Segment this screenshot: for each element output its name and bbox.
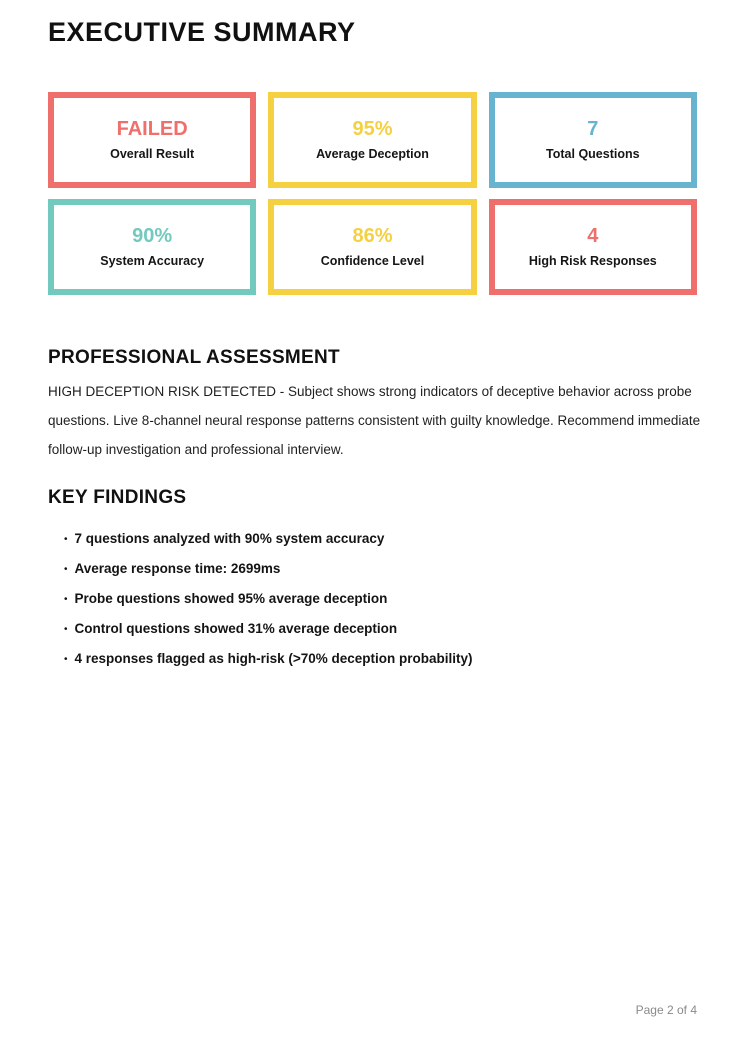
metric-label: Total Questions xyxy=(546,147,640,161)
assessment-body-text: HIGH DECEPTION RISK DETECTED - Subject shows strong indicators of deceptive behavior across probe questions. Live 8-channel neural response patterns consistent with guilty knowledge. Recommend immediate follow-up investigation and professional interview. xyxy=(48,384,701,457)
summary-cards xyxy=(48,92,697,295)
finding-item xyxy=(48,644,697,674)
finding-item xyxy=(48,584,697,614)
finding-item xyxy=(48,614,697,644)
metric-value: 90% xyxy=(132,225,173,247)
findings-heading: KEY FINDINGS xyxy=(48,487,187,508)
finding-text: Control questions showed 31% average deception xyxy=(74,621,398,636)
assessment-section xyxy=(48,347,701,464)
bullet-icon: • xyxy=(64,564,68,575)
metric-label: Average Deception xyxy=(316,147,429,161)
metric-card-confidence-level xyxy=(268,199,476,295)
bullet-icon: • xyxy=(64,594,68,605)
finding-item xyxy=(48,554,697,584)
bullet-icon: • xyxy=(64,534,68,545)
finding-text: Average response time: 2699ms xyxy=(74,561,281,576)
metric-label: High Risk Responses xyxy=(528,254,657,268)
assessment-heading: PROFESSIONAL ASSESSMENT xyxy=(48,347,340,368)
metric-label: System Accuracy xyxy=(100,254,205,268)
findings-list xyxy=(48,524,697,674)
metric-value: FAILED xyxy=(116,118,188,140)
metric-value: 95% xyxy=(352,118,393,140)
metric-label: Overall Result xyxy=(110,147,195,161)
bullet-icon: • xyxy=(64,624,68,635)
metric-label: Confidence Level xyxy=(320,254,425,268)
finding-text: 7 questions analyzed with 90% system accuracy xyxy=(74,531,385,546)
metric-card-total-questions xyxy=(489,92,697,188)
bullet-icon: • xyxy=(64,654,68,665)
metric-value: 4 xyxy=(587,225,599,247)
metric-card-high-risk-responses xyxy=(489,199,697,295)
finding-item xyxy=(48,524,697,554)
metric-value: 86% xyxy=(352,225,393,247)
finding-text: 4 responses flagged as high-risk (>70% deception probability) xyxy=(74,651,473,666)
findings-section xyxy=(48,488,697,674)
page-number: Page 2 of 4 xyxy=(635,1003,697,1017)
metric-value: 7 xyxy=(587,118,599,140)
page-title: EXECUTIVE SUMMARY xyxy=(48,17,356,47)
finding-text: Probe questions showed 95% average deception xyxy=(74,591,388,606)
metric-card-system-accuracy xyxy=(48,199,256,295)
metric-card-average-deception xyxy=(268,92,476,188)
metric-card-overall-result xyxy=(48,92,256,188)
